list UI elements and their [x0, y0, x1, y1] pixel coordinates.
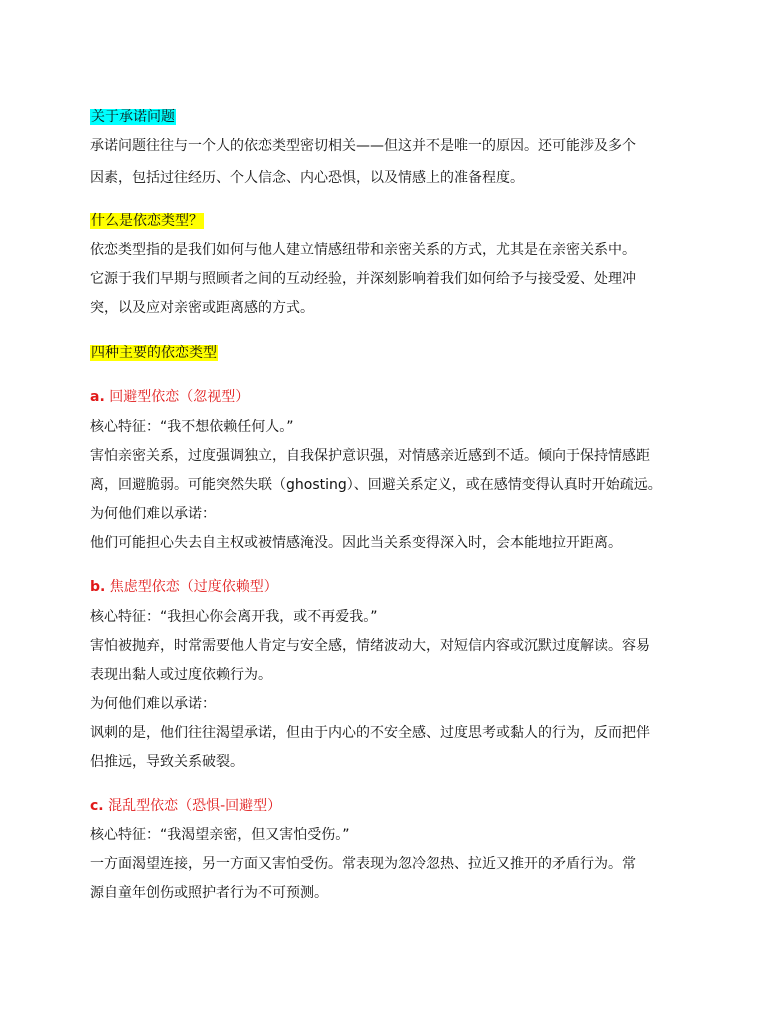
- type-b-name: 焦虑型依恋（过度依赖型）: [109, 579, 278, 595]
- type-c-letter: c.: [90, 798, 104, 814]
- paragraph-line: 依恋类型指的是我们如何与他人建立情感纽带和亲密关系的方式，尤其是在亲密关系中。: [90, 242, 636, 258]
- type-a-name: 回避型依恋（忽视型）: [109, 389, 250, 405]
- type-a-letter: a.: [90, 389, 105, 405]
- heading-four-types-text: 四种主要的依恋类型: [91, 345, 217, 361]
- type-c-name: 混乱型依恋（恐惧-回避型）: [108, 798, 282, 814]
- type-a-desc-line: 害怕亲密关系，过度强调独立，自我保护意识强，对情感亲近感到不适。倾向于保持情感距: [90, 448, 650, 464]
- type-c-core: 核心特征：“我渴望亲密，但又害怕受伤。”: [90, 827, 350, 843]
- type-b-desc-line: 表现出黏人或过度依赖行为。: [90, 667, 272, 683]
- type-b-desc-line: 害怕被抛弃，时常需要他人肯定与安全感，情绪波动大，对短信内容或沉默过度解读。容易: [90, 638, 650, 654]
- type-a-why-line: 他们可能担心失去自主权或被情感淹没。因此当关系变得深入时，会本能地拉开距离。: [90, 535, 622, 551]
- type-c-title: [90, 798, 281, 814]
- type-a-title: [90, 389, 249, 405]
- heading-four-types: [90, 345, 218, 361]
- paragraph-line: 因素，包括过往经历、个人信念、内心恐惧，以及情感上的准备程度。: [90, 170, 524, 186]
- type-c-desc-line: 一方面渴望连接，另一方面又害怕受伤。常表现为忽冷忽热、拉近又推开的矛盾行为。常: [90, 856, 636, 872]
- type-a-core: 核心特征：“我不想依赖任何人。”: [90, 419, 294, 435]
- heading-attachment-type: [90, 213, 204, 229]
- type-a-why-label: 为何他们难以承诺：: [90, 506, 216, 522]
- type-b-core: 核心特征：“我担心你会离开我，或不再爱我。”: [90, 609, 378, 625]
- paragraph-line: 突，以及应对亲密或距离感的方式。: [90, 300, 314, 316]
- type-b-why-label: 为何他们难以承诺：: [90, 696, 216, 712]
- type-a-desc-line: 离，回避脆弱。可能突然失联（ghosting）、回避关系定义，或在感情变得认真时开始疏远。: [90, 477, 662, 493]
- type-b-why-line: 侣推远，导致关系破裂。: [90, 754, 244, 770]
- heading-attachment-type-text: 什么是依恋类型？: [91, 213, 203, 229]
- type-c-desc-line: 源自童年创伤或照护者行为不可预测。: [90, 885, 328, 901]
- type-b-letter: b.: [90, 579, 106, 595]
- heading-commitment-text: 关于承诺问题: [91, 109, 175, 125]
- paragraph-line: 承诺问题往往与一个人的依恋类型密切相关——但这并不是唯一的原因。还可能涉及多个: [90, 138, 636, 154]
- type-b-title: [90, 579, 278, 595]
- paragraph-line: 它源于我们早期与照顾者之间的互动经验，并深刻影响着我们如何给予与接受爱、处理冲: [90, 271, 636, 287]
- heading-commitment: [90, 109, 176, 125]
- type-b-why-line: 讽刺的是，他们往往渴望承诺，但由于内心的不安全感、过度思考或黏人的行为，反而把伴: [90, 725, 650, 741]
